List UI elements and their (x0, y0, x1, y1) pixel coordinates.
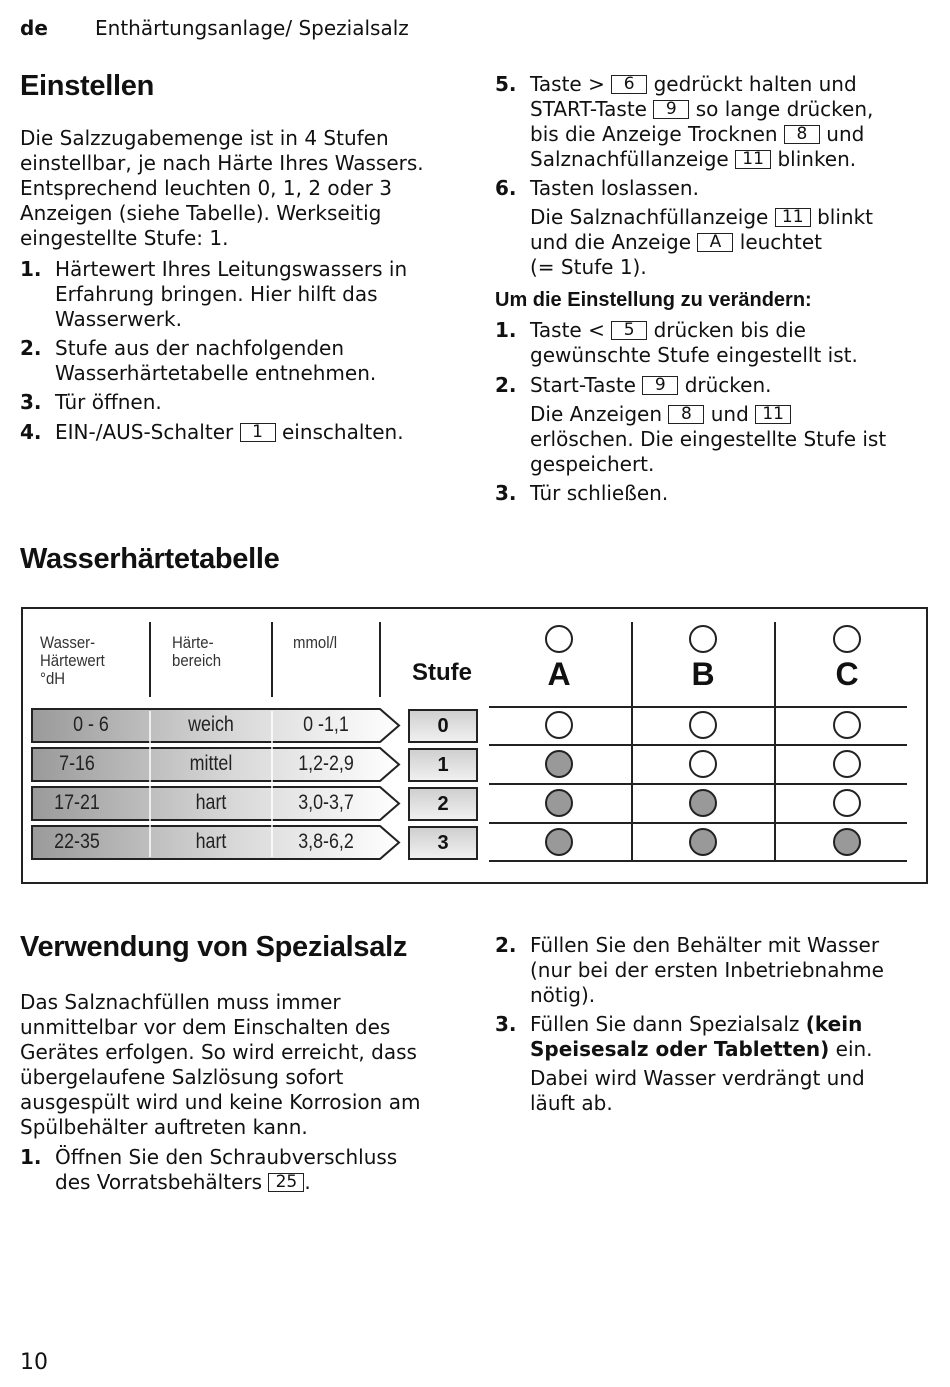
row-bereich: hart (195, 791, 227, 814)
grid-line (489, 860, 907, 862)
col-header-dh: Wasser- Härtewert °dH (40, 633, 105, 688)
stufe-box: 0 (408, 709, 478, 743)
indicator-off (689, 750, 717, 778)
row-mmol: 1,2-2,9 (298, 752, 354, 775)
step-5: 5. Taste > 6 gedrückt halten und START-Taste 9 so lange drücken, bis die Anzeige Trocknen 8 und Salznachfüllanzeige 11 blinken. (495, 72, 874, 171)
change-step-2: 2. Start-Taste 9 drücken. (495, 373, 772, 397)
row-dh: 0 - 6 (73, 713, 109, 736)
salz-step-2: 2. Füllen Sie den Behälter mit Wasser (nur bei der ersten Inbetriebnahme nötig). (495, 933, 884, 1007)
indicator-off (689, 711, 717, 739)
step-6-note: Die Salznachfüllanzeige 11 blinkt und die Anzeige A leuchtet (= Stufe 1). (530, 205, 873, 279)
row-dh: 17-21 (54, 791, 100, 814)
indicator-off (833, 711, 861, 739)
grid-line (489, 744, 907, 746)
row-dh: 22-35 (54, 830, 100, 853)
indicator-letter: C (835, 656, 859, 692)
change-subheading: Um die Einstellung zu verändern: (495, 289, 812, 311)
indicator-lit (833, 828, 861, 856)
grid-line (489, 706, 907, 708)
row-mmol: 3,0-3,7 (298, 791, 354, 814)
row-mmol: 3,8-6,2 (298, 830, 354, 853)
stufe-box: 3 (408, 826, 478, 860)
page-number: 10 (20, 1350, 48, 1375)
row-bereich: hart (195, 830, 227, 853)
grid-line (489, 783, 907, 785)
key-ref-box: 1 (240, 423, 276, 442)
stufe-box: 1 (408, 748, 478, 782)
indicator-off (833, 789, 861, 817)
row-dh: 7-16 (59, 752, 95, 775)
step-4: 4. EIN-/AUS-Schalter 1 einschalten. (20, 420, 404, 444)
section-title: Enthärtungsanlage/ Spezialsalz (95, 16, 409, 40)
indicator-lit (689, 828, 717, 856)
change-step-3: 3. Tür schließen. (495, 481, 669, 505)
stufe-header: Stufe (412, 659, 472, 686)
einstellen-intro: Die Salzzugabemenge ist in 4 Stufen einstellbar, je nach Härte Ihres Wassers. Entsprechend leuchten 0, 1, 2 oder 3 Anzeigen (siehe Tabelle). Werkseitig eingestellte Stufe: 1. (20, 126, 424, 250)
col-header-bereich: Härte- bereich (172, 633, 222, 670)
row-bereich: mittel (189, 752, 233, 775)
indicator-off (833, 750, 861, 778)
step-6: 6. Tasten loslassen. (495, 176, 699, 200)
indicator-lit (545, 750, 573, 778)
row-bereich: weich (188, 713, 234, 736)
change-step-1: 1. Taste < 5 drücken bis die gewünschte Stufe eingestellt ist. (495, 318, 858, 367)
indicator-lit (545, 828, 573, 856)
row-mmol: 0 -1,1 (303, 713, 349, 736)
heading-einstellen: Einstellen (20, 70, 154, 102)
stufe-box: 2 (408, 787, 478, 821)
grid-line (489, 822, 907, 824)
language-tag: de (20, 16, 48, 40)
heading-spezialsalz: Verwendung von Spezialsalz (20, 931, 408, 963)
salz-step-3-note: Dabei wird Wasser verdrängt und läuft ab. (530, 1066, 865, 1115)
indicator-off (545, 711, 573, 739)
indicator-lit (689, 789, 717, 817)
step-2: 2. Stufe aus der nachfolgenden Wasserhärtetabelle entnehmen. (20, 336, 377, 385)
indicator-lit (545, 789, 573, 817)
heading-wasserhaertetabelle: Wasserhärtetabelle (20, 543, 280, 575)
change-step-2-note: Die Anzeigen 8 und 11 erlöschen. Die eingestellte Stufe ist gespeichert. (530, 402, 887, 476)
spezialsalz-intro: Das Salznachfüllen muss immer unmittelbar vor dem Einschalten des Gerätes erfolgen. So wird erreicht, dass übergelaufene Salzlösung sofort ausgespült wird und keine Korrosion am Spülbehälter auftreten kann. (20, 990, 421, 1139)
indicator-letter: A (547, 656, 571, 692)
indicator-letter: B (691, 656, 715, 692)
col-header-mmol: mmol/l (293, 633, 338, 652)
step-1: 1. Härtewert Ihres Leitungswassers in Erfahrung bringen. Hier hilft das Wasserwerk. (20, 257, 408, 331)
salz-step-3: 3. Füllen Sie dann Spezialsalz (kein Speisesalz oder Tabletten) ein. (495, 1012, 873, 1061)
salz-step-1: 1. Öffnen Sie den Schraubverschluss des Vorratsbehälters 25 . (20, 1145, 398, 1194)
step-3: 3. Tür öffnen. (20, 390, 162, 414)
